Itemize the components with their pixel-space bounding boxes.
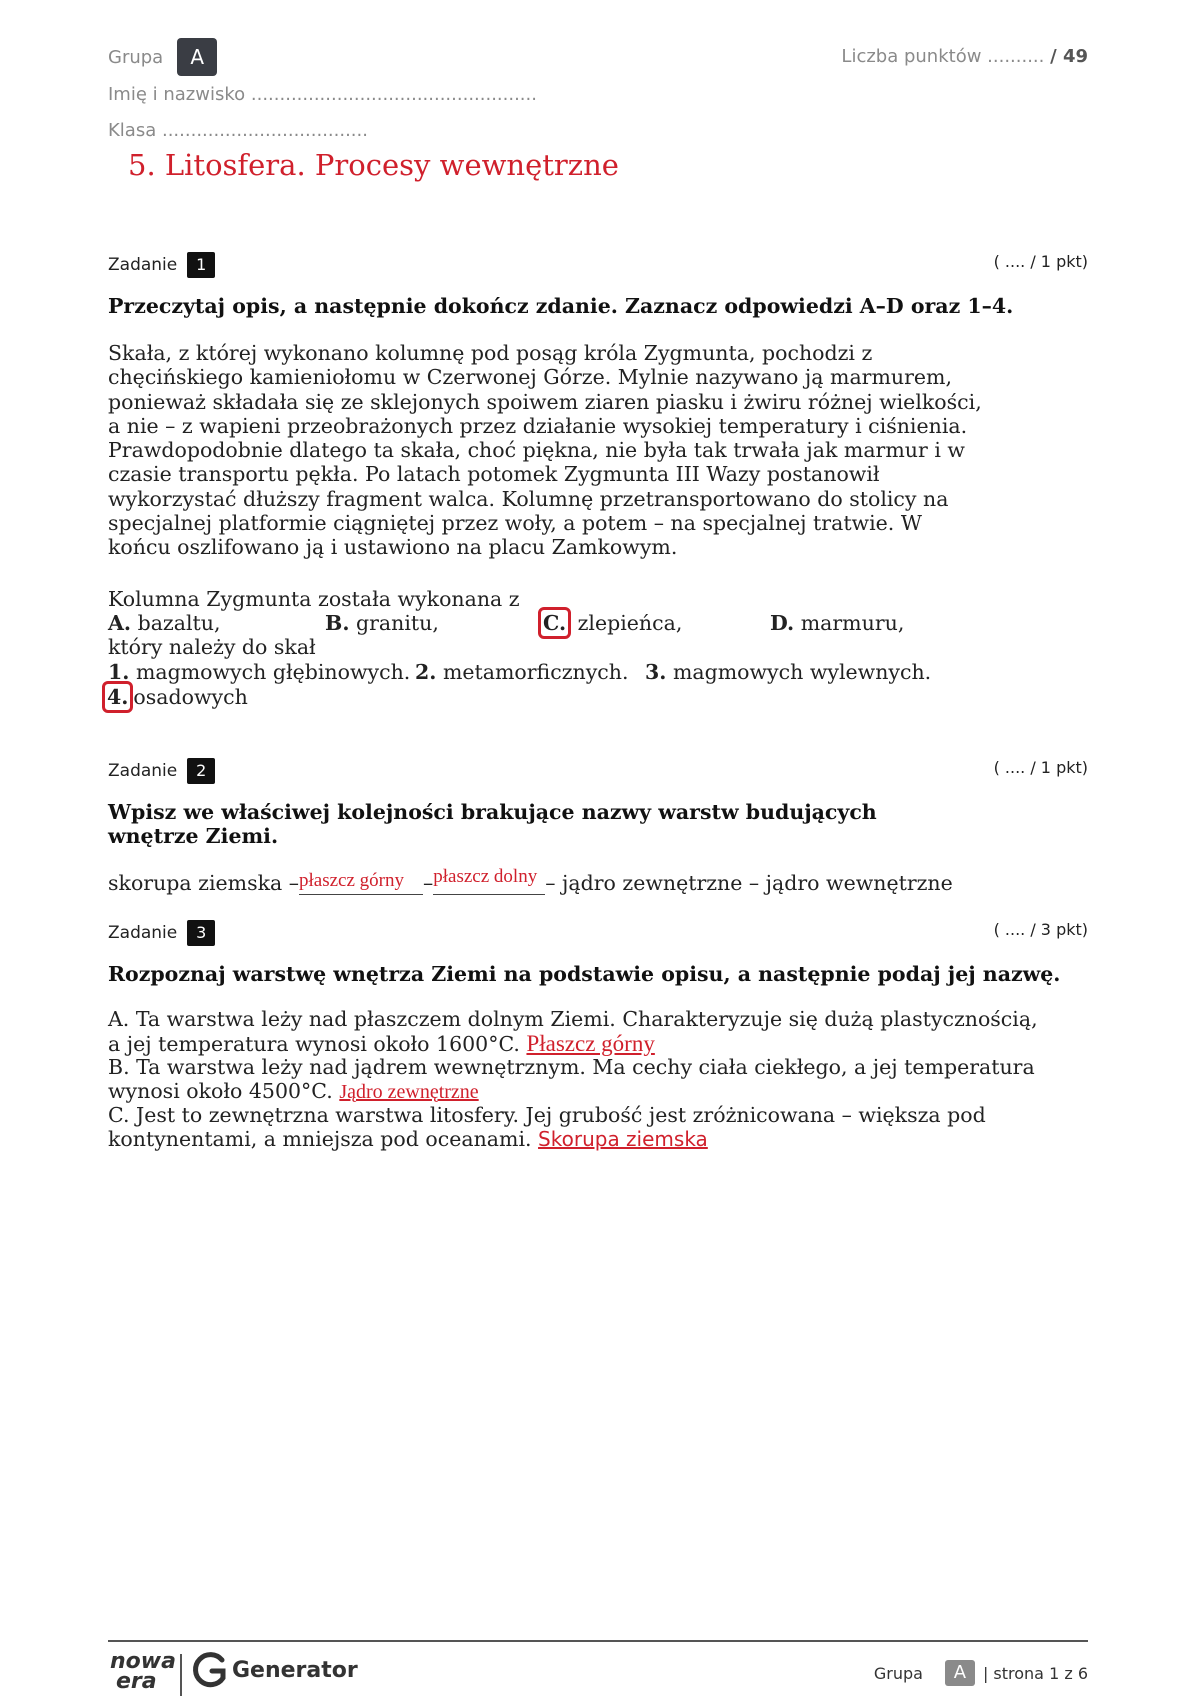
option-text: magmowych wylewnych. [672,660,932,684]
option-key: 3. [645,660,667,684]
task-3-b-line-2 [108,1079,479,1104]
task-1-header [108,252,215,278]
logo-text: nowa [110,1649,176,1674]
task-label: Zadanie [108,761,178,781]
handwritten-answer: płaszcz dolny [433,866,538,887]
task-3-c-line-1: C. Jest to zewnętrzna warstwa litosfery. Jej grubość jest zróżnicowana – większa pod [108,1103,986,1127]
class-label: Klasa [108,120,157,141]
task-label: Zadanie [108,923,178,943]
generator-logo [192,1650,358,1690]
nowa-era-logo [110,1649,176,1694]
task-3-points: ( .... / 3 pkt) [993,920,1088,939]
option-text: granitu, [356,611,439,635]
option-b[interactable] [325,611,439,635]
task-number-badge: 1 [187,252,215,278]
points-label: Liczba punktów .......... [841,46,1045,67]
name-row [108,84,537,105]
option-text: metamorficznych. [442,660,629,684]
task-3-a-line-2 [108,1031,655,1057]
task-1-instruction: Przeczytaj opis, a następnie dokończ zdanie. Zaznacz odpowiedzi A–D oraz 1–4. [108,294,1014,318]
option-c-selected[interactable] [538,607,682,639]
option-key-circled: C. [538,607,571,639]
task-3-instruction: Rozpoznaj warstwę wnętrza Ziemi na podstawie opisu, a następnie podaj jej nazwę. [108,962,1061,986]
page-number: | strona 1 z 6 [982,1663,1088,1683]
logo-separator [180,1654,182,1696]
option-a[interactable] [108,611,220,635]
points-max: / 49 [1050,46,1088,67]
points-total [841,46,1088,67]
option-text: bazaltu, [137,611,221,635]
task-1-stem-1: Kolumna Zygmunta została wykonana z [108,587,520,611]
handwritten-answer-a[interactable]: Płaszcz górny [526,1031,655,1056]
group-label: Grupa [108,46,164,68]
task-1-stem-2: który należy do skał [108,635,316,659]
task-label: Zadanie [108,255,178,275]
sequence-start: skorupa ziemska – [108,871,300,895]
task-2-sequence [108,866,953,895]
option-key: B. [325,611,350,635]
task-number-badge: 3 [187,920,215,946]
option-d[interactable] [770,611,904,635]
option-key: 2. [415,660,437,684]
footer-group-badge: A [945,1660,975,1686]
group-row [108,38,217,76]
task-3-header [108,920,215,946]
option-key: A. [108,611,132,635]
page-title: 5. Litosfera. Procesy wewnętrzne [128,148,619,182]
class-field[interactable]: .................................... [161,120,368,141]
answer-blank-1[interactable] [299,870,423,895]
option-key: D. [770,611,795,635]
task-3-b-line-1: B. Ta warstwa leży nad jądrem wewnętrznym. Ma cechy ciała ciekłego, a jej temperatura [108,1055,1035,1079]
handwritten-answer: płaszcz górny [299,870,404,891]
generator-g-icon [192,1650,228,1690]
footer-group-label: Grupa [873,1663,923,1683]
option-3[interactable] [645,660,931,684]
option-text: marmuru, [800,611,905,635]
option-key-circled: 4. [102,681,133,713]
sequence-separator: – [423,871,434,895]
answer-blank-2[interactable] [433,866,545,895]
option-text: zlepieńca, [577,611,683,635]
task-1-points: ( .... / 1 pkt) [993,252,1088,271]
option-text: osadowych [133,685,248,709]
task-2-points: ( .... / 1 pkt) [993,758,1088,777]
task-3-c-line-2 [108,1127,708,1151]
task-2-header [108,758,215,784]
footer-page-info [874,1660,1088,1686]
class-row [108,120,368,141]
option-key: 1. [108,660,130,684]
task-1-paragraph: Skała, z której wykonano kolumnę pod posąg króla Zygmunta, pochodzi z chęcińskiego kamieniołomu w Czerwonej Górze. Mylnie nazywano ją marmurem, ponieważ składała się ze sklejonych spoiwem ziaren piasku i żwiru różnej wielkości, a nie – z wapieni przeobrażonych przez działanie wysokiej temperatury i ciśnienia. Prawdopodobnie dlatego ta skała, choć piękna, nie była tak trwała jak marmur i w czasie transportu pękła. Po latach potomek Zygmunta III Wazy postanowił wykorzystać dłuższy fragment walca. Kolumnę przetransportowano do stolicy na specjalnej platformie ciągniętej przez woły, a potem – na specjalnej tratwie. W końcu oszlifowano ją i ustawiono na placu Zamkowym. [108,341,982,560]
task-2-instruction: Wpisz we właściwej kolejności brakujące nazwy warstw budujących wnętrze Ziemi. [108,800,877,848]
sequence-end: – jądro zewnętrzne – jądro wewnętrzne [545,871,953,895]
task-3-a-line-1: A. Ta warstwa leży nad płaszczem dolnym Ziemi. Charakteryzuje się dużą plastycznością, [108,1007,1038,1031]
description-text: kontynentami, a mniejsza pod oceanami. [108,1127,532,1151]
task-number-badge: 2 [187,758,215,784]
description-text: a jej temperatura wynosi około 1600°C. [108,1032,520,1056]
group-badge: A [177,38,217,76]
logo-text: era [116,1669,157,1694]
name-label: Imię i nazwisko [108,84,246,105]
option-text: magmowych głębinowych. [135,660,411,684]
option-4-selected[interactable] [102,681,248,713]
description-text: wynosi około 4500°C. [108,1079,333,1103]
footer-divider [108,1640,1088,1642]
handwritten-answer-c[interactable]: Skorupa ziemska [538,1127,708,1151]
name-field[interactable]: .................................................. [250,84,537,105]
generator-logo-text: Generator [232,1657,358,1683]
handwritten-answer-b[interactable]: Jądro zewnętrzne [339,1081,479,1103]
option-2[interactable] [415,660,629,684]
